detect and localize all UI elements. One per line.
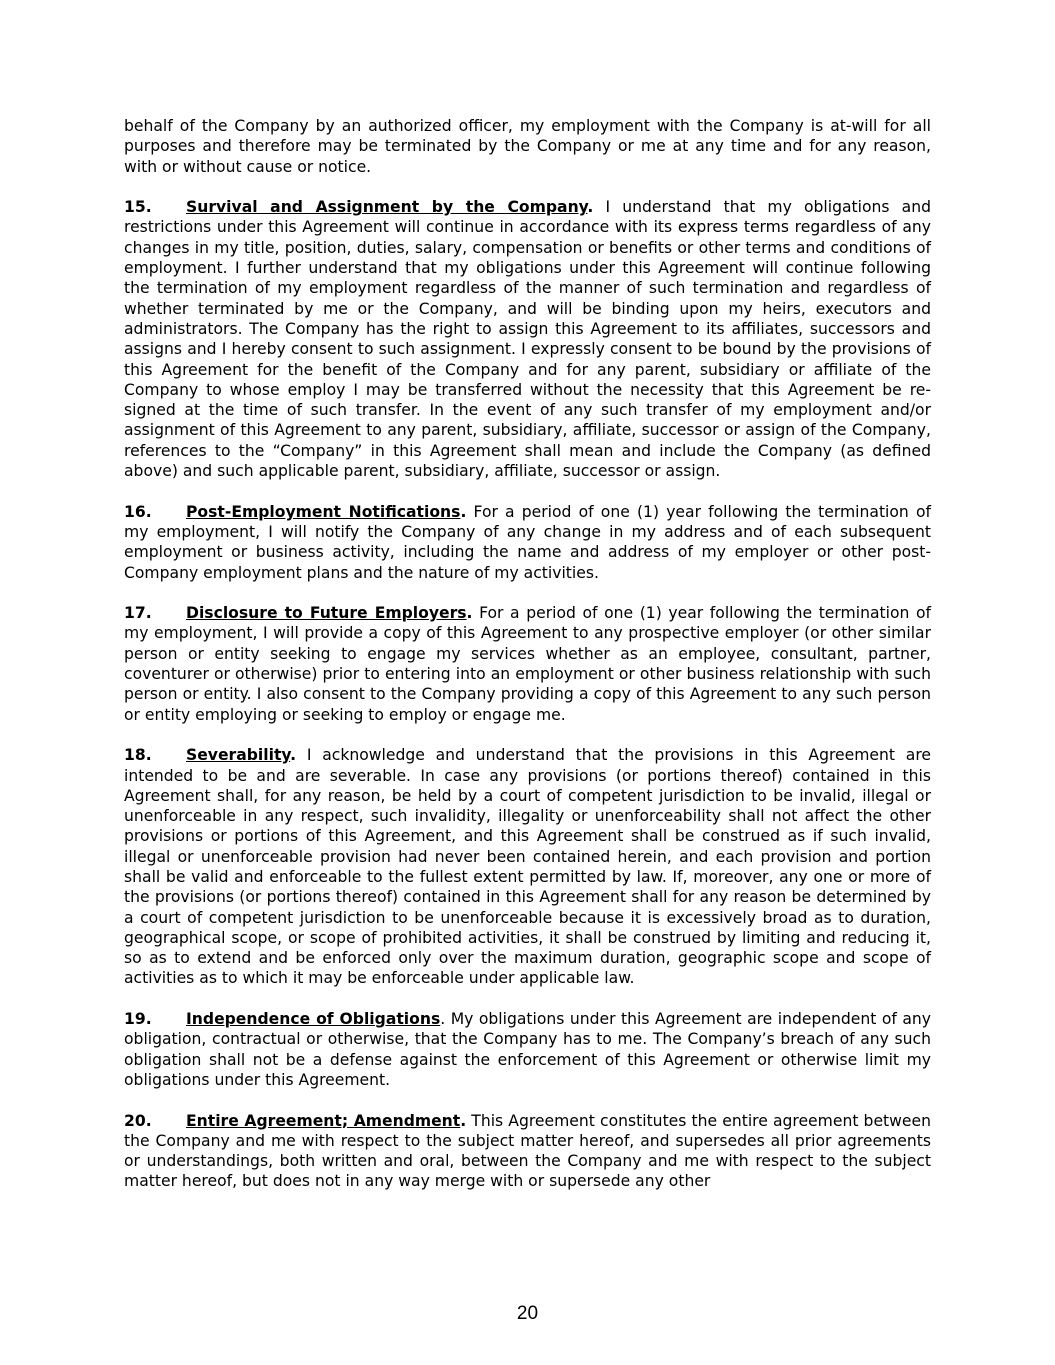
section-heading: Severability — [186, 746, 291, 765]
section-heading-punct: . — [290, 746, 297, 765]
section-heading: Independence of Obligations — [186, 1010, 441, 1029]
section-number: 18. — [124, 746, 152, 765]
section-20 — [124, 1111, 931, 1192]
document-page — [124, 116, 931, 1212]
intro-paragraph: behalf of the Company by an authorized officer, my employment with the Company is at-will for all purposes and therefore may be terminated by the Company or me at any time and for any reason, with or without cause or notice. — [124, 117, 931, 176]
section-15 — [124, 197, 931, 481]
section-19 — [124, 1009, 931, 1090]
section-text: . My obligations under this Agreement are independent of any obligation, contractual or otherwise, that the Company has to me. The Company’s breach of any such obligation shall not be a defense against the enforcement of this Agreement or otherwise limit my obligations under this Agreement. — [124, 1010, 931, 1089]
section-text: I acknowledge and understand that the provisions in this Agreement are intended to be and are severable. In case any provisions (or portions thereof) contained in this Agreement shall, for any reason, be held by a court of competent jurisdiction to be invalid, illegal or unenforceable in any respect, such invalidity, illegality or unenforceability shall not affect the other provisions or portions of this Agreement, and this Agreement shall be construed as if such invalid, illegal or unenforceable provision had never been contained herein, and each provision and portion shall be valid and enforceable to the fullest extent permitted by law. If, moreover, any one or more of the provisions (or portions thereof) contained in this Agreement shall for any reason be determined by a court of competent jurisdiction to be unenforceable because it is excessively broad as to duration, geographical scope, or scope of prohibited activities, it shall be construed by limiting and reducing it, so as to extend and be enforced only over the maximum duration, geographic scope and scope of activities as to which it may be enforceable under applicable law. — [124, 746, 931, 988]
section-heading: Entire Agreement; Amendment — [186, 1111, 461, 1130]
section-heading-punct: . — [587, 198, 594, 217]
section-16 — [124, 502, 931, 583]
section-heading-punct: . — [466, 604, 473, 623]
section-heading-punct: . — [460, 502, 467, 521]
section-number: 16. — [124, 502, 152, 521]
section-heading: Survival and Assignment by the Company — [186, 198, 588, 217]
section-number: 19. — [124, 1010, 152, 1029]
section-text: This Agreement constitutes the entire agreement between the Company and me with respect to the subject matter hereof, and supersedes all prior agreements or understandings, both written and oral, between the Company and me with respect to the subject matter hereof, but does not in any way merge with or supersede any other — [124, 1111, 931, 1191]
section-17 — [124, 603, 931, 725]
section-text: For a period of one (1) year following the termination of my employment, I will notify the Company of any change in my address and of each subsequent employment or business activity, including the name and address of my employer or other post-Company employment plans and the nature of my activities. — [124, 502, 931, 582]
section-18 — [124, 745, 931, 989]
page-number: 20 — [516, 1303, 539, 1324]
section-number: 15. — [124, 198, 152, 217]
section-text: I understand that my obligations and restrictions under this Agreement will continue in accordance with its express terms regardless of any changes in my title, position, duties, salary, compensation or benefits or other terms and conditions of employment. I further understand that my obligations under this Agreement will continue following the termination of my employment regardless of the manner of such termination and regardless of whether terminated by me or the Company, and will be binding upon my heirs, executors and administrators. The Company has the right to assign this Agreement to its affiliates, successors and assigns and I hereby consent to such assignment. I expressly consent to be bound by the provisions of this Agreement for the benefit of the Company and for any parent, subsidiary or affiliate of the Company to whose employ I may be transferred without the necessity that this Agreement be re-signed at the time of such transfer. In the event of any such transfer of my employment and/or assignment of this Agreement to any parent, subsidiary, affiliate, successor or assign of the Company, references to the “Company” in this Agreement shall mean and include the Company (as defined above) and such applicable parent, subsidiary, affiliate, successor or assign. — [124, 198, 931, 481]
section-number: 17. — [124, 604, 152, 623]
section-heading: Disclosure to Future Employers — [186, 604, 467, 623]
section-heading: Post-Employment Notifications — [186, 502, 461, 521]
section-text: For a period of one (1) year following the termination of my employment, I will provide a copy of this Agreement to any prospective employer (or other similar person or entity seeking to engage my services whether as an employee, consultant, partner, coventurer or otherwise) prior to entering into an employment or other business relationship with such person or entity. I also consent to the Company providing a copy of this Agreement to any such person or entity employing or seeking to employ or engage me. — [124, 604, 932, 724]
section-heading-punct: . — [460, 1111, 467, 1130]
section-number: 20. — [124, 1111, 152, 1130]
